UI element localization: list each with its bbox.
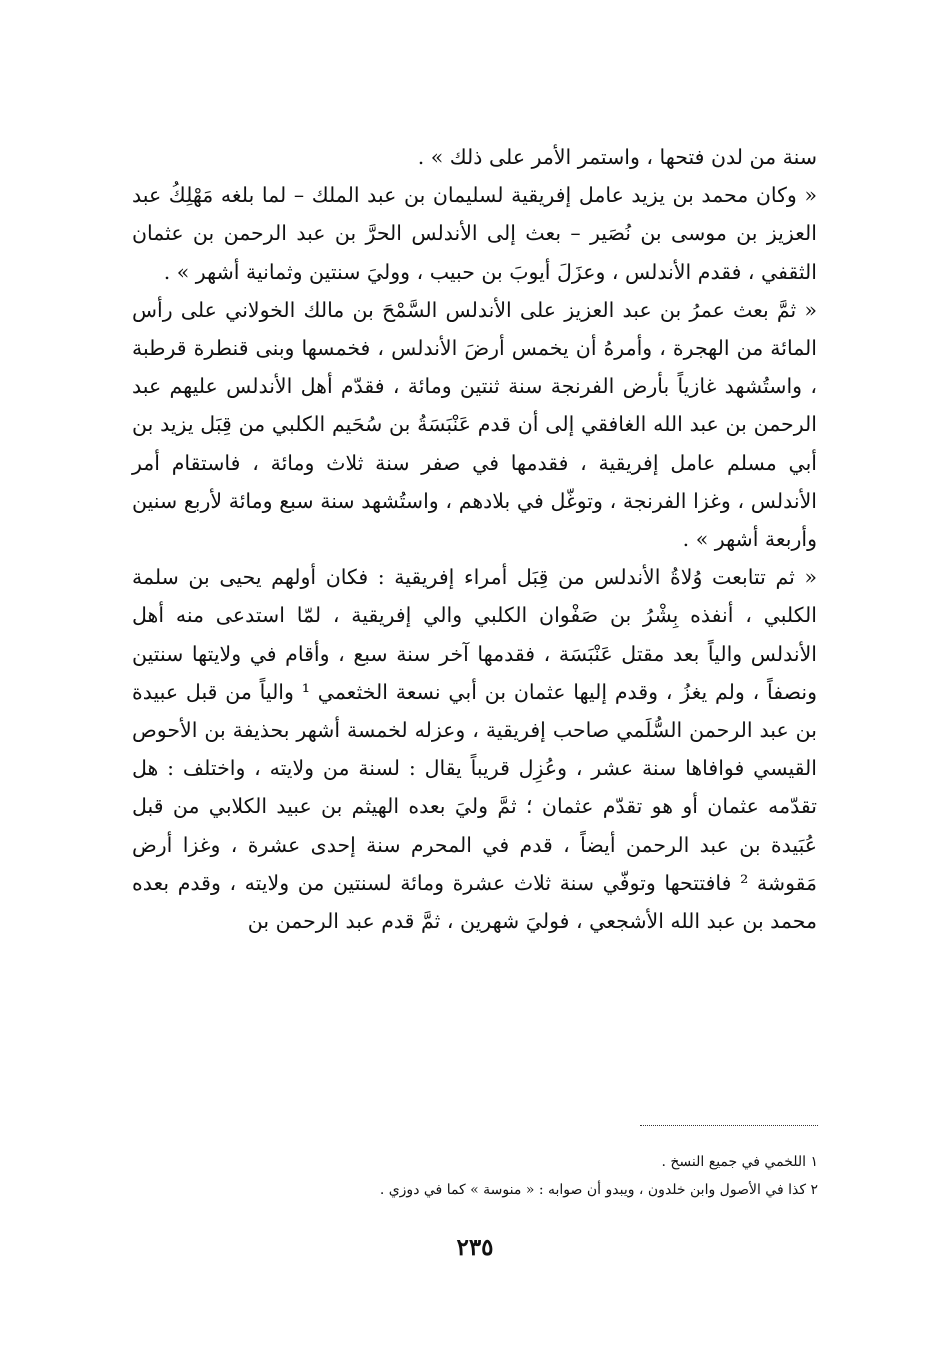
paragraph-umar-ibn-abd-al-aziz: « ثمَّ بعث عمرُ بن عبد العزيز على الأندلس السَّمْحَ بن مالك الخولاني على رأس المائة من الهجرة ، وأمرهُ أن يخمس أرضَ الأندلس ، فخمسها وبنى قنطرة قرطبة ، واستُشهد غازياً بأرض الفرنجة سنة ثنتين ومائة ، فقدّم أهل الأندلس عليهم عبد الرحمن بن عبد الله الغافقي إلى أن قدم عَنْبَسَةُ بن سُحَيم الكلبي من قِبَل يزيد بن أبي مسلم عامل إفريقية ، فقدمها في صفر سنة ثلاث ومائة ، فاستقام أمر الأندلس ، وغزا الفرنجة ، وتوغّل في بلادهم ، واستُشهد سنة سبع ومائة لأربع سنين وأربعة أشهر » . (132, 297, 817, 552)
paragraph-successive-governors: « ثم تتابعت وُلاةُ الأندلس من قِبَل أمراء إفريقية : فكان أولهم يحيى بن سلمة الكلبي ، أنفذه بِشْرُ بن صَفْوان الكلبي والي إفريقية ، لمّا استدعى منه أهل الأندلس والياً بعد مقتل عَنْبَسَة ، فقدمها آخر سنة سبع ، وأقام في ولايتها سنتين ونصفاً ، ولم يغزُ ، وقدم إليها عثمان بن أبي نسعة الخثعمي ¹ والياً من قبل عبيدة بن عبد الرحمن السُّلَمي صاحب إفريقية ، وعزله لخمسة أشهر بحذيفة بن الأحوص القيسي فوافاها سنة عشر ، وعُزِل قريباً يقال : لسنة من ولايته ، واختلف : هل تقدّمه عثمان أو هو تقدّم عثمان ؛ ثمَّ وليَ بعده الهيثم بن عبيد الكلابي من قبل عُبَيدة بن عبد الرحمن أيضاً ، قدم في المحرم سنة إحدى عشرة ، وغزا أرض مَقوشة ² فافتتحها وتوفّي سنة ثلاث عشرة ومائة لسنتين من ولايته ، وقدم بعده محمد بن عبد الله الأشجعي ، فوليَ شهرين ، ثمَّ قدم عبد الرحمن بن (132, 565, 818, 934)
main-text (132, 138, 817, 940)
footnote-1: ١ اللخمي في جميع النسخ . (661, 1154, 818, 1170)
page-number: ٢٣٥ (456, 1234, 494, 1261)
paragraph-muhammad-ibn-yazid: « وكان محمد بن يزيد عامل إفريقية لسليمان بن عبد الملك – لما بلغه مَهْلِكُ عبد العزيز بن موسى بن نُصَير – بعث إلى الأندلس الحرَّ بن عبد الرحمن بن عثمان الثقفي ، فقدم الأندلس ، وعزَلَ أيوبَ بن حبيب ، ووليَ سنتين وثمانية أشهر » . (132, 183, 817, 284)
footnote-divider (640, 1125, 818, 1126)
footnote-2: ٢ كذا في الأصول وابن خلدون ، ويبدو أن صوابه : « منوسة » كما في دوزي . (379, 1182, 818, 1198)
footnotes (220, 1148, 818, 1204)
paragraph-continuation: سنة من لدن فتحها ، واستمر الأمر على ذلك » . (417, 145, 817, 169)
